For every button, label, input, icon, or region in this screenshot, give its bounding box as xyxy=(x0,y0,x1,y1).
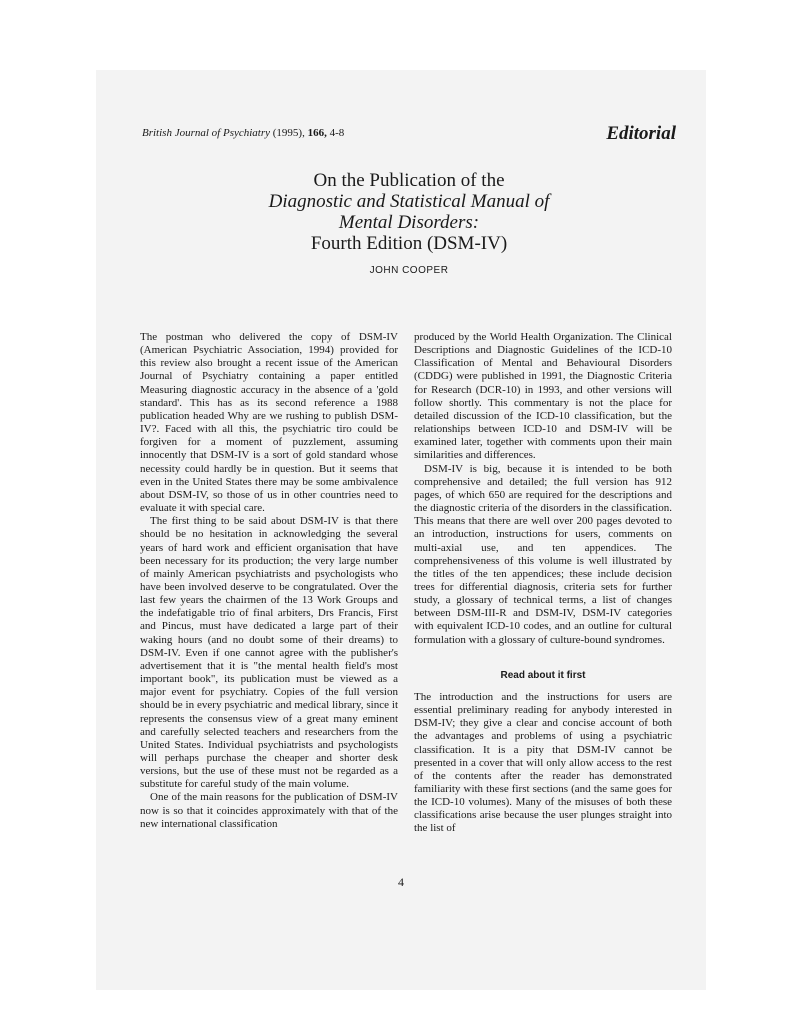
right-column xyxy=(414,331,672,836)
journal-volume: 166, xyxy=(307,127,327,139)
section-label: Editorial xyxy=(606,123,676,144)
paragraph: The first thing to be said about DSM-IV is that there should be no hesitation in acknowledging the several years of hard work and efficient organisation that have been necessary for its production; the very large number of mainly American psychiatrists and psychologists who have been involved deserve to be congratulated. Over the last few years the chairmen of the 13 Work Groups and the indefatigable trio of final arbiters, Drs Francis, First and Pincus, must have dedicated a large part of their waking hours (and no doubt some of their dreams) to DSM-IV. Even if one cannot agree with the publisher's advertisement that it is "the mental health field's most important book", its publication must be viewed as a major event for psychiatry. Copies of the full version should be in every psychiatric and medical library, since it represents the consensus view of a great many eminent and carefully selected teachers and researchers from the United States. Individual psychiatrists and psychologists will perhaps purchase the cheaper and shorter desk versions, but the use of these must not be regarded as a substitute for careful study of the main volume. xyxy=(140,515,398,791)
journal-name: British Journal of Psychiatry xyxy=(142,127,271,139)
paragraph: DSM-IV is big, because it is intended to be both comprehensive and detailed; the full version has 912 pages, of which 650 are required for the descriptions and the diagnostic criteria of the disorders in the classification. This means that there are well over 200 pages devoted to an introduction, instructions for users, comments on multi-axial use, and ten appendices. The comprehensiveness of this volume is well illustrated by the titles of the ten appendices; these include decision trees for differential diagnosis, criteria sets for further study, a glossary of technical terms, a list of changes between DSM-III-R and DSM-IV, DSM-IV categories with equivalent ICD-10 codes, and an outline for cultural formulation with a glossary of culture-bound syndromes. xyxy=(414,462,672,646)
title-line-2: Diagnostic and Statistical Manual of xyxy=(268,191,550,212)
journal-citation xyxy=(142,127,344,139)
paragraph: One of the main reasons for the publication of DSM-IV now is so that it coincides approximately with that of the new international classification xyxy=(140,791,398,830)
paragraph: The postman who delivered the copy of DSM-IV (American Psychiatric Association, 1994) provided for this review also brought a recent issue of the American Journal of Psychiatry containing a paper entitled Measuring diagnostic accuracy in the absence of a 'gold standard'. This has as its second reference a 1988 publication headed Why are we rushing to publish DSM-IV?. Faced with all this, the psychiatric tiro could be forgiven for a moment of puzzlement, assuming innocently that DSM-IV is a sort of gold standard whose necessity could hardly be in question. But it seems that even in the United States there may be some ambivalence about DSM-IV, so those of us in other countries need to evaluate it with special care. xyxy=(140,331,398,515)
page-number: 4 xyxy=(398,875,404,889)
journal-pages: 4-8 xyxy=(329,127,345,139)
title-line-4: Fourth Edition (DSM-IV) xyxy=(310,233,508,254)
journal-year: (1995), xyxy=(272,127,305,139)
title-line-1: On the Publication of the xyxy=(313,170,505,191)
left-column xyxy=(140,331,398,831)
author: JOHN COOPER xyxy=(369,265,449,276)
running-header xyxy=(142,123,676,147)
section-heading: Read about it first xyxy=(500,669,586,681)
title-line-3: Mental Disorders: xyxy=(338,212,480,233)
paragraph: produced by the World Health Organization. The Clinical Descriptions and Diagnostic Guidelines of the ICD-10 Classification of Mental and Behavioural Disorders (CDDG) were published in 1991, the Diagnostic Criteria for Research (DCR-10) in 1993, and other versions will follow shortly. This commentary is not the place for detailed discussion of the ICD-10 classification, but the relationships between ICD-10 and DSM-IV will be examined later, together with comments upon their main similarities and differences. xyxy=(414,331,672,462)
paragraph: The introduction and the instructions for users are essential preliminary reading for anybody interested in DSM-IV; they give a clear and concise account of both the advantages and problems of using a psychiatric classification. It is a pity that DSM-IV cannot be presented in a cover that will only allow access to the rest of the contents after the reader has demonstrated familiarity with these first sections (and the same goes for the ICD-10 volumes). Many of the misuses of both these classifications arise because the user plunges straight into the list of xyxy=(414,690,672,835)
article-title xyxy=(142,170,676,276)
